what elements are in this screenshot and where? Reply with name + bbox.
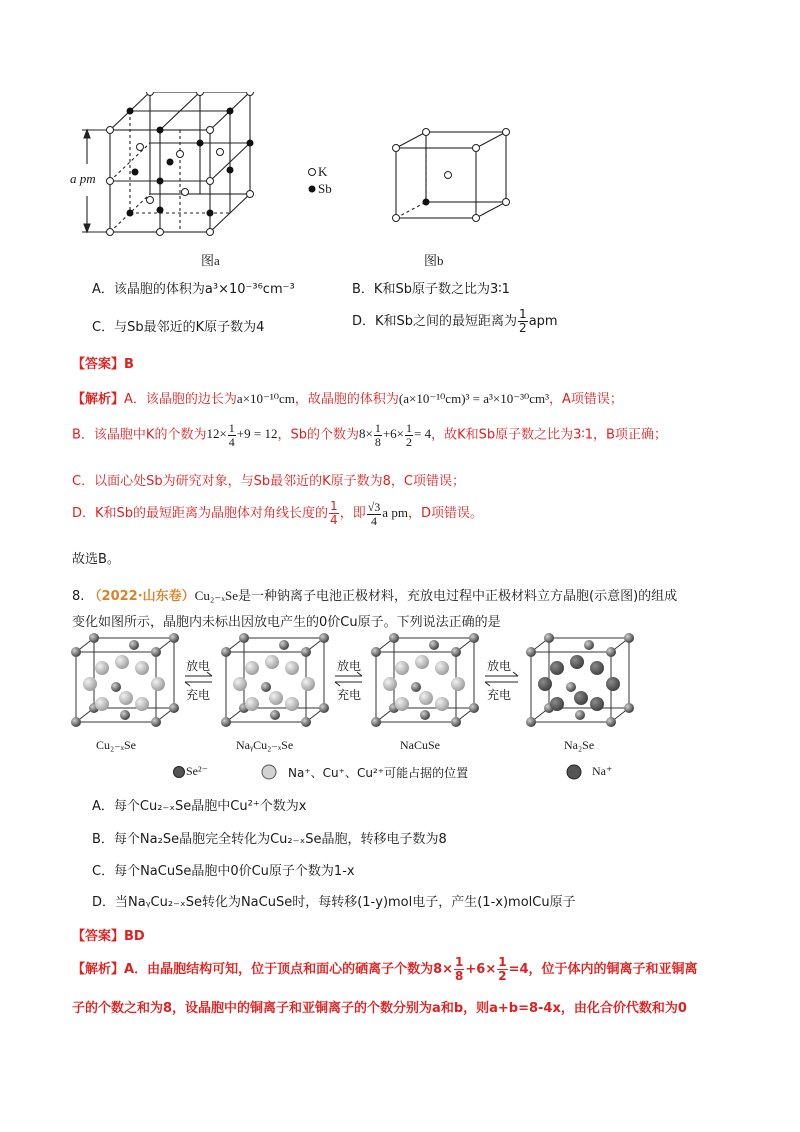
- figure-q8-cells: [70, 632, 650, 732]
- q8-option-a: A．每个Cu₂₋ₓSe晶胞中Cu²⁺个数为x: [92, 799, 307, 814]
- q7-option-b: B．K和Sb原子数之比为3∶1: [352, 282, 510, 297]
- caption-figure-b: 图b: [424, 253, 444, 268]
- cell-3: [371, 633, 479, 727]
- figure-q7-crystal-cells: [60, 92, 540, 270]
- cell-1: [71, 633, 179, 727]
- caption-figure-a: 图a: [201, 253, 220, 268]
- na-legend-icon: [567, 765, 581, 779]
- q7-conclusion: 故选B。: [72, 552, 120, 567]
- arrow1-top: 放电: [186, 659, 211, 673]
- q8-analysis-line-2: 子的个数之和为8，设晶胞中的铜离子和亚铜离子的个数分别为a和b，则a+b=8-4x，由化合价代数和为0: [72, 1001, 687, 1016]
- q7-option-d: D．K和Sb之间的最短距离为 $\frac{1}{2}$ apm: [352, 307, 558, 335]
- legend-sb-label: Sb: [318, 181, 332, 196]
- q8-option-b: B．每个Na₂Se晶胞完全转化为Cu₂₋ₓSe晶胞，转移电子数为8: [92, 832, 447, 847]
- site-legend-icon: [262, 765, 276, 779]
- q7-analysis-line-d: D．K和Sb的最短距离为晶胞体对角线长度的 $\frac{1}{4}$ ，即 $\frac{√3}{4}$ a pm，D项错误。: [72, 499, 483, 528]
- q8-analysis-line-1: 【解析】A．由晶胞结构可知，位于顶点和面心的硒离子个数为8× $\frac{1}{8}$ +6× $\frac{1}{2}$ =4，位于体内的铜离子和亚铜离: [72, 955, 698, 983]
- se-legend-icon: [174, 767, 185, 778]
- q7-analysis-line-b: B．该晶胞中K的个数为12× $\frac{1}{4}$ +9 = 12，Sb的个数为8× $\frac{1}{8}$ +6× $\frac{1}{2}$ = 4，故K和Sb原子数之比为3∶1，B项正确；: [72, 421, 667, 449]
- cell1-label: Cu₂₋ₓSe: [96, 738, 137, 752]
- legend-na-text: Na⁺: [592, 764, 613, 778]
- q8-option-d: D．当NaᵧCu₂₋ₓSe转化为NaCuSe时，每转移(1-y)mol电子，产生(1-x)molCu原子: [92, 895, 576, 910]
- cell2-label: NaᵧCu₂₋ₓSe: [236, 738, 294, 752]
- arrow1-bottom: 充电: [186, 688, 211, 702]
- legend-k-label: K: [318, 164, 328, 179]
- arrow2-bottom: 充电: [337, 688, 362, 702]
- q7-answer: 【答案】B: [72, 357, 134, 372]
- q8-answer: 【答案】BD: [72, 929, 145, 944]
- arrow3-top: 放电: [487, 659, 512, 673]
- legend-site-text: Na⁺、Cu⁺、Cu²⁺可能占据的位置: [288, 766, 469, 780]
- cell-4: [526, 633, 634, 727]
- q8-option-c: C．每个NaCuSe晶胞中0价Cu原子个数为1-x: [92, 864, 355, 879]
- cell4-label: Na₂Se: [564, 738, 595, 752]
- dimension-label: a pm: [70, 171, 96, 186]
- arrow3-bottom: 充电: [487, 688, 512, 702]
- q8-stem-line1: 8. （2022·山东卷）Cu₂₋ₓSe是一种钠离子电池正极材料，充放电过程中正极材料立方晶胞(示意图)的组成: [72, 588, 678, 604]
- q7-option-a: A．该晶胞的体积为a³×10⁻³⁶cm⁻³: [92, 282, 295, 297]
- q7-option-c: C．与Sb最邻近的K原子数为4: [92, 320, 265, 335]
- cell-2: [221, 633, 329, 727]
- arrow2-top: 放电: [337, 659, 362, 673]
- q7-analysis-line-a: 【解析】A．该晶胞的边长为a×10⁻¹⁰cm，故晶胞的体积为(a×10⁻¹⁰cm)³ = a³×10⁻³⁰cm³，A项错误；: [72, 391, 623, 407]
- cell3-label: NaCuSe: [400, 738, 440, 752]
- q7-analysis-line-c: C．以面心处Sb为研究对象，与Sb最邻近的K原子数为8，C项错误；: [72, 474, 465, 489]
- legend-se-text: Se²⁻: [186, 764, 208, 778]
- q8-stem-line2: 变化如图所示，晶胞内未标出因放电产生的0价Cu原子。下列说法正确的是: [72, 615, 501, 630]
